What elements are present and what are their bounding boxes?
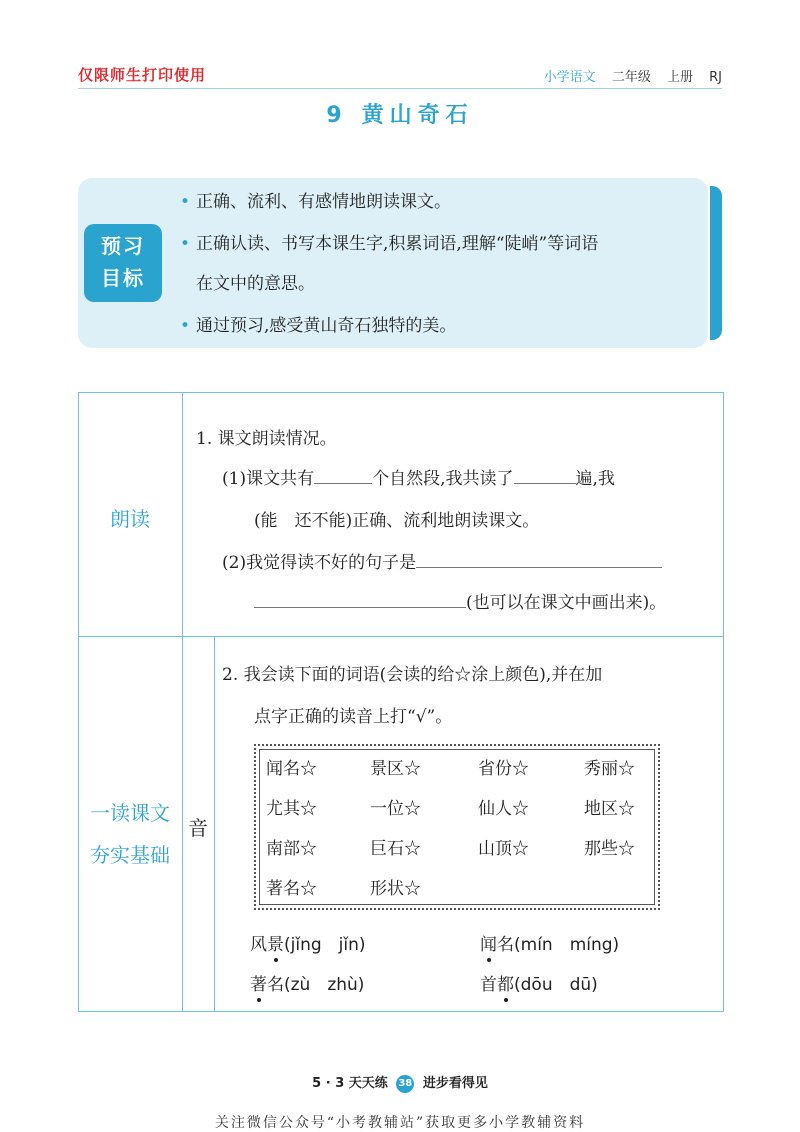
pinyin-choice[interactable]: 闻名(mín míng) xyxy=(480,935,620,955)
lesson-name: 黄山奇石 xyxy=(361,103,474,128)
q1-title: 1. 课文朗读情况。 xyxy=(196,429,337,449)
book-info xyxy=(544,66,722,85)
goal-item-3: • 通过预习,感受黄山奇石独特的美。 xyxy=(180,316,457,336)
q2-line2: 点字正确的读音上打“√”。 xyxy=(254,707,453,727)
lesson-title xyxy=(0,98,800,129)
hard-sentence-blank-2[interactable] xyxy=(254,589,466,608)
goals-panel-edge xyxy=(710,186,722,340)
bullet-icon: • xyxy=(180,316,191,336)
table-subcol-divider xyxy=(214,636,215,1012)
bullet-icon: • xyxy=(180,234,191,254)
page-footer xyxy=(0,1072,800,1093)
q1-part2: (2)我觉得读不好的句子是 xyxy=(222,548,662,573)
pinyin-choice[interactable]: 著名(zù zhù) xyxy=(250,975,365,995)
word-star[interactable]: 地区☆ xyxy=(584,799,635,819)
table-col-divider xyxy=(182,392,183,1012)
word-star[interactable]: 那些☆ xyxy=(584,839,635,859)
promo-notice: 关注微信公众号“小考教辅站”获取更多小学教辅资料 xyxy=(214,1115,586,1131)
word-star[interactable]: 尤其☆ xyxy=(266,799,317,819)
sub-label-pronunciation: 音 xyxy=(188,816,208,840)
pinyin-choice[interactable]: 首都(dōu dū) xyxy=(480,975,598,995)
goals-badge xyxy=(84,224,162,302)
word-star[interactable]: 仙人☆ xyxy=(478,799,529,819)
badge-line2: 目标 xyxy=(101,266,145,290)
word-star[interactable]: 省份☆ xyxy=(478,759,529,779)
word-star[interactable]: 景区☆ xyxy=(370,759,421,779)
word-star[interactable]: 秀丽☆ xyxy=(584,759,635,779)
row-label-reading: 朗读 xyxy=(110,507,150,531)
table-row-divider xyxy=(78,636,724,637)
q1-part1: (1)课文共有 个自然段,我共读了 遍,我 xyxy=(222,464,615,489)
word-star[interactable]: 著名☆ xyxy=(266,879,317,899)
q2-line1: 2. 我会读下面的词语(会读的给☆涂上颜色),并在加 xyxy=(222,665,603,685)
badge-line1: 预习 xyxy=(101,234,145,258)
word-star[interactable]: 巨石☆ xyxy=(370,839,421,859)
read-times-blank[interactable] xyxy=(514,465,576,484)
header-divider xyxy=(78,88,722,89)
row-label-basics: 一读课文 夯实基础 xyxy=(90,801,170,867)
print-note: 仅限师生打印使用 xyxy=(78,66,207,84)
footer-brand: 5 · 3 天天练 xyxy=(312,1076,388,1091)
volume: 上册 xyxy=(666,70,693,85)
hard-sentence-blank[interactable] xyxy=(416,549,662,568)
lesson-number: 9 xyxy=(326,103,348,128)
edition: RJ xyxy=(709,70,722,85)
goal-item-2: • 正确认读、书写本课生字,积累词语,理解“陡峭”等词语 xyxy=(180,234,599,254)
pinyin-choice[interactable]: 风景(jǐng jǐn) xyxy=(250,935,366,955)
word-star[interactable]: 形状☆ xyxy=(370,879,421,899)
goal-item-1: • 正确、流利、有感情地朗读课文。 xyxy=(180,192,452,212)
paragraph-count-blank[interactable] xyxy=(314,465,372,484)
footer-slogan: 进步看得见 xyxy=(422,1076,488,1091)
word-star[interactable]: 南部☆ xyxy=(266,839,317,859)
word-star[interactable]: 闻名☆ xyxy=(266,759,317,779)
subject: 小学语文 xyxy=(543,70,596,85)
goal-item-2-cont: 在文中的意思。 xyxy=(196,274,315,294)
bullet-icon: • xyxy=(180,192,191,212)
q1-part1-line2: (能 还不能)正确、流利地朗读课文。 xyxy=(254,511,540,531)
grade: 二年级 xyxy=(611,70,651,85)
page-number: 38 xyxy=(396,1075,414,1093)
word-star[interactable]: 一位☆ xyxy=(370,799,421,819)
q1-part2-line2: (也可以在课文中画出来)。 xyxy=(254,588,666,613)
word-star[interactable]: 山顶☆ xyxy=(478,839,529,859)
